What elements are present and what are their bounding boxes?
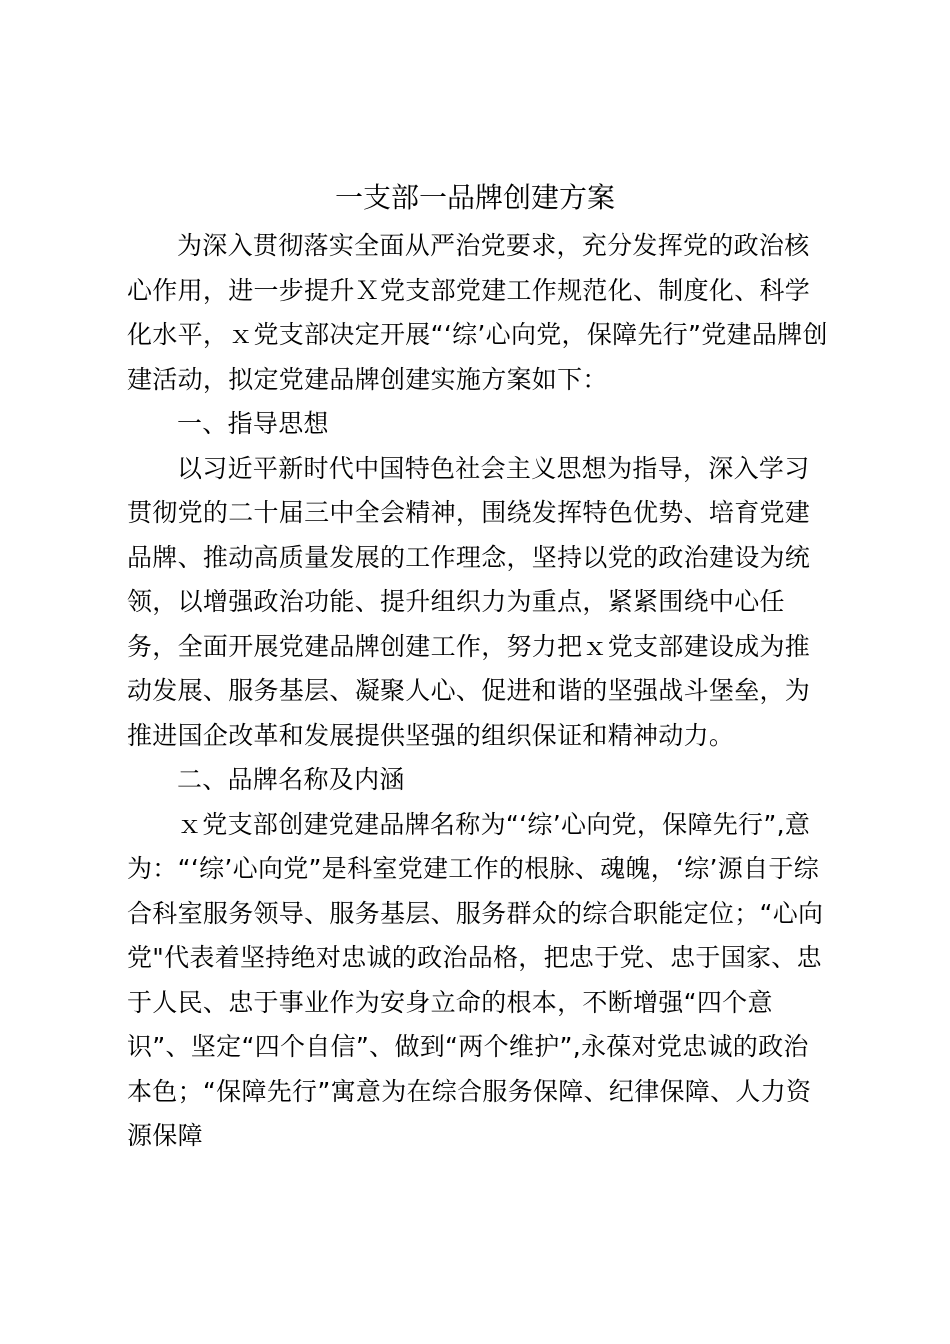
section-heading-brand-name: 二、品牌名称及内涵 bbox=[177, 765, 405, 794]
paragraph-guiding-line-4: 领，以增强政治功能、提升组织力为重点，紧紧围绕中心任 bbox=[127, 587, 785, 616]
paragraph-guiding-line-6: 动发展、服务基层、凝聚人心、促进和谐的坚强战斗堡垒，为 bbox=[127, 676, 811, 705]
paragraph-intro-line-1: 为深入贯彻落实全面从严治党要求，充分发挥党的政治核 bbox=[177, 231, 810, 260]
paragraph-intro-line-3: 化水平，ｘ党支部决定开展“‘综’心向党，保障先行”党建品牌创 bbox=[127, 320, 828, 349]
document-body bbox=[127, 224, 827, 1159]
paragraph-guiding-line-7: 推进国企改革和发展提供坚强的组织保证和精神动力。 bbox=[127, 720, 735, 750]
document-title: 一支部一品牌创建方案 bbox=[334, 181, 615, 214]
paragraph-brand-line-6: 识”、坚定“四个自信”、做到“两个维护”,永葆对党忠诚的政治 bbox=[127, 1032, 809, 1061]
paragraph-brand-line-2: 为：“‘综’心向党”是科室党建工作的根脉、魂魄，‘综’源自于综 bbox=[127, 854, 819, 883]
paragraph-guiding-line-1: 以习近平新时代中国特色社会主义思想为指导，深入学习 bbox=[177, 453, 810, 483]
paragraph-brand-line-4: 党"代表着坚持绝对忠诚的政治品格，把忠于党、忠于国家、忠 bbox=[127, 943, 822, 972]
paragraph-brand-line-1: ｘ党支部创建党建品牌名称为“‘综’心向党，保障先行”,意 bbox=[177, 809, 811, 839]
paragraph-brand-line-7: 本色；“保障先行”寓意为在综合服务保障、纪律保障、人力资 bbox=[127, 1076, 812, 1106]
section-heading-guiding-thought: 一、指导思想 bbox=[177, 409, 329, 438]
paragraph-guiding-line-3: 品牌、推动高质量发展的工作理念，坚持以党的政治建设为统 bbox=[127, 542, 811, 572]
paragraph-guiding-line-2: 贯彻党的二十届三中全会精神，围绕发挥特色优势、培育党建 bbox=[127, 498, 811, 527]
paragraph-brand-line-5: 于人民、忠于事业作为安身立命的根本，不断增强“四个意 bbox=[127, 987, 773, 1017]
paragraph-guiding-line-5: 务，全面开展党建品牌创建工作，努力把ｘ党支部建设成为推 bbox=[127, 631, 811, 661]
paragraph-intro-line-4: 建活动，拟定党建品牌创建实施方案如下： bbox=[127, 364, 608, 394]
paragraph-brand-line-8: 源保障 bbox=[127, 1121, 203, 1150]
paragraph-brand-line-3: 合科室服务领导、服务基层、服务群众的综合职能定位；“心向 bbox=[127, 898, 824, 928]
paragraph-intro-line-2: 心作用，进一步提升Ｘ党支部党建工作规范化、制度化、科学 bbox=[127, 275, 811, 305]
